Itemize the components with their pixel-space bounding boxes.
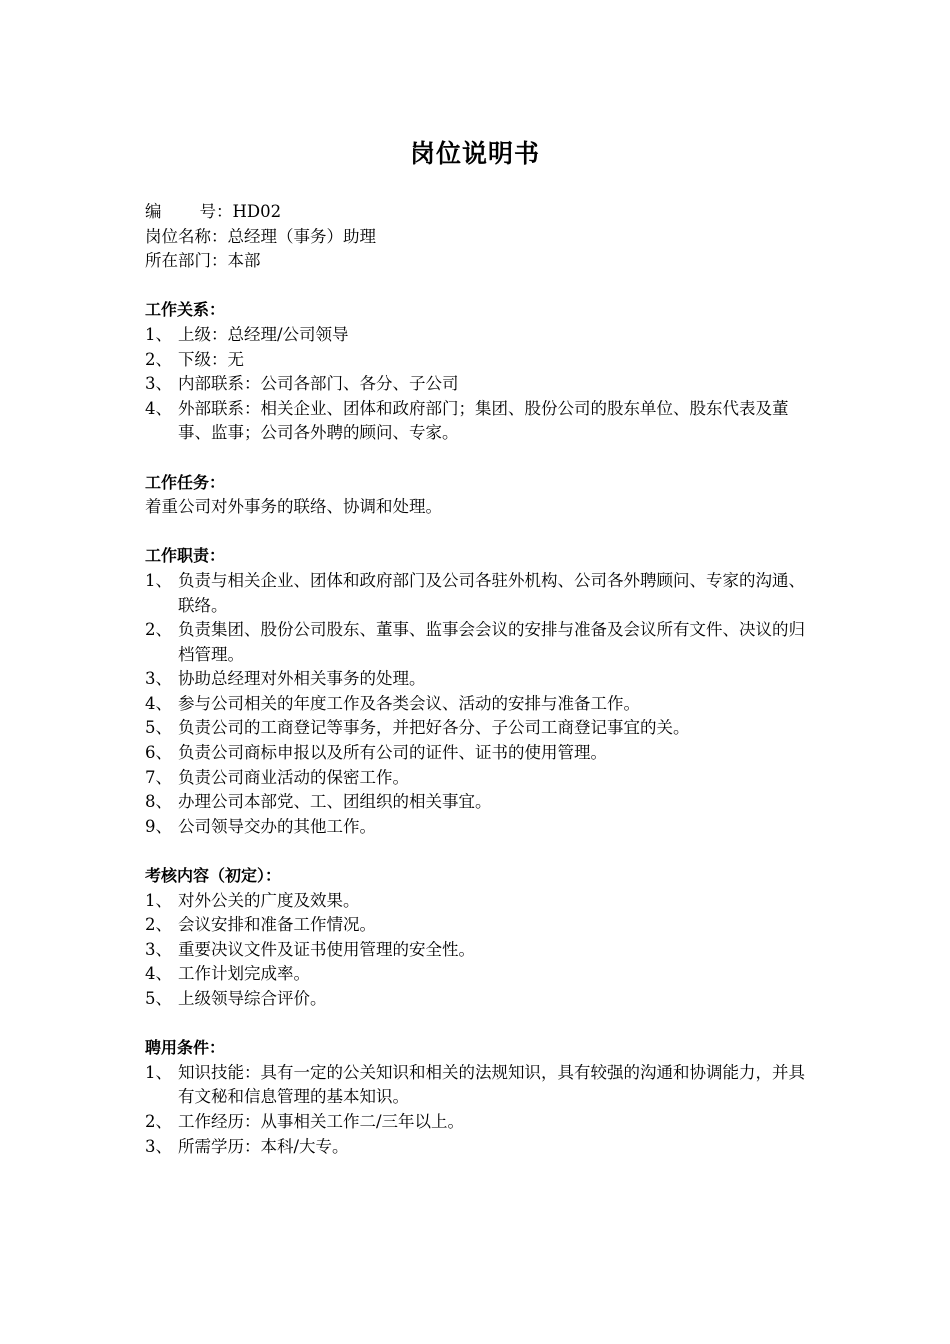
item-number: 2、 — [145, 620, 172, 640]
item-text: 工作经历：从事相关工作二/三年以上。 — [178, 1111, 465, 1131]
list-item — [145, 1110, 810, 1135]
item-text: 对外公关的广度及效果。 — [178, 890, 360, 910]
item-number: 8、 — [145, 792, 172, 812]
item-text: 所需学历：本科/大专。 — [178, 1136, 349, 1156]
item-number: 2、 — [145, 349, 172, 369]
item-number: 4、 — [145, 693, 172, 713]
dept-value: ：本部 — [211, 251, 261, 271]
item-number: 5、 — [145, 718, 172, 738]
item-text: 会议安排和准备工作情况。 — [178, 915, 376, 935]
item-text: 参与公司相关的年度工作及各类会议、活动的安排与准备工作。 — [178, 693, 640, 713]
relations-heading: 工作关系： — [145, 300, 226, 320]
item-text: 公司领导交办的其他工作。 — [178, 816, 376, 836]
item-number: 9、 — [145, 816, 172, 836]
list-item — [145, 348, 810, 373]
list-item — [145, 569, 810, 618]
item-text: 内部联系：公司各部门、各分、子公司 — [178, 374, 459, 394]
item-number: 1、 — [145, 324, 172, 344]
list-item — [145, 323, 810, 348]
list-item — [145, 1061, 810, 1110]
list-item — [145, 741, 810, 766]
hiring-heading: 聘用条件： — [145, 1038, 226, 1058]
item-text: 负责与相关企业、团体和政府部门及公司各驻外机构、公司各外聘顾问、专家的沟通、联络。 — [178, 570, 805, 615]
list-item — [145, 938, 810, 963]
item-number: 6、 — [145, 743, 172, 763]
item-number: 3、 — [145, 374, 172, 394]
number-label-a: 编 — [145, 202, 200, 221]
list-item — [145, 913, 810, 938]
list-item — [145, 889, 810, 914]
item-text: 上级：总经理/公司领导 — [178, 324, 349, 344]
item-number: 3、 — [145, 939, 172, 959]
dept-row — [145, 249, 810, 274]
list-item — [145, 815, 810, 840]
list-item — [145, 372, 810, 397]
list-item — [145, 962, 810, 987]
task-text: 着重公司对外事务的联络、协调和处理。 — [145, 497, 442, 517]
item-number: 2、 — [145, 915, 172, 935]
item-text: 下级：无 — [178, 349, 244, 369]
duties-heading: 工作职责： — [145, 546, 226, 566]
item-text: 负责公司的工商登记等事务，并把好各分、子公司工商登记事宜的关。 — [178, 718, 690, 738]
position-row — [145, 225, 810, 250]
item-number: 2、 — [145, 1111, 172, 1131]
list-item — [145, 692, 810, 717]
list-item — [145, 397, 810, 446]
number-value: ：HD02 — [216, 202, 282, 221]
task-heading: 工作任务： — [145, 472, 226, 492]
list-item — [145, 667, 810, 692]
item-number: 1、 — [145, 890, 172, 910]
item-text: 工作计划完成率。 — [178, 964, 310, 984]
item-text: 办理公司本部党、工、团组织的相关事宜。 — [178, 792, 492, 812]
document-body — [145, 200, 810, 1159]
item-number: 1、 — [145, 570, 172, 590]
item-number: 5、 — [145, 989, 172, 1008]
item-text: 负责公司商标申报以及所有公司的证件、证书的使用管理。 — [178, 743, 607, 763]
list-item — [145, 716, 810, 741]
item-text: 协助总经理对外相关事务的处理。 — [178, 669, 426, 689]
item-number: 4、 — [145, 398, 172, 418]
list-item — [145, 1135, 810, 1160]
dept-label: 所在部门 — [145, 251, 211, 271]
position-label: 岗位名称 — [145, 226, 211, 246]
item-number: 3、 — [145, 669, 172, 689]
position-value: ：总经理（事务）助理 — [211, 226, 376, 246]
item-text: 上级领导综合评价。 — [178, 989, 327, 1008]
item-text: 知识技能：具有一定的公关知识和相关的法规知识，具有较强的沟通和协调能力，并具有文秘和信息管理的基本知识。 — [178, 1062, 805, 1107]
item-text: 负责公司商业活动的保密工作。 — [178, 767, 409, 787]
item-number: 4、 — [145, 964, 172, 984]
number-row — [145, 200, 810, 225]
list-item — [145, 766, 810, 791]
document-title: 岗位说明书 — [409, 139, 540, 168]
item-text: 重要决议文件及证书使用管理的安全性。 — [178, 939, 475, 959]
item-number: 1、 — [145, 1062, 172, 1082]
number-label-b: 号 — [199, 202, 216, 221]
item-number: 3、 — [145, 1136, 172, 1156]
item-text: 负责集团、股份公司股东、董事、监事会会议的安排与准备及会议所有文件、决议的归档管理。 — [178, 620, 805, 664]
item-text: 外部联系：相关企业、团体和政府部门；集团、股份公司的股东单位、股东代表及董事、监事；公司各外聘的顾问、专家。 — [178, 398, 789, 443]
assessment-heading: 考核内容（初定）： — [145, 866, 282, 886]
list-item — [145, 987, 810, 1012]
item-number: 7、 — [145, 767, 172, 787]
list-item — [145, 618, 810, 667]
list-item — [145, 790, 810, 815]
